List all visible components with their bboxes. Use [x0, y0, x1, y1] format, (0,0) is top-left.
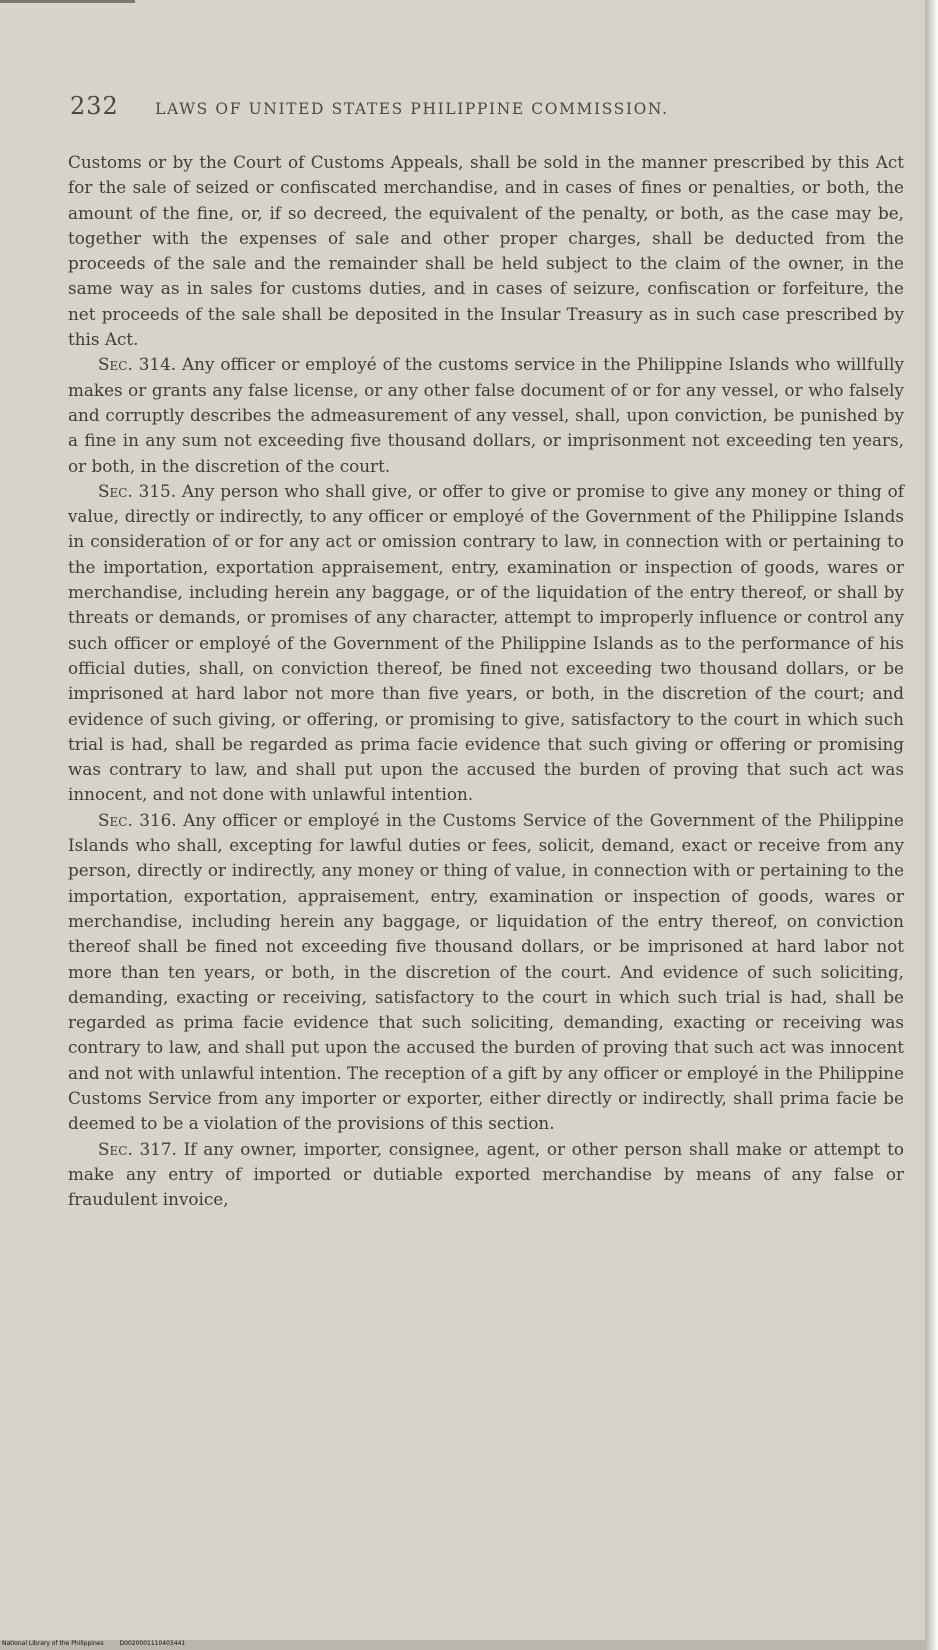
section-label: Sec. 315. [98, 480, 177, 501]
paragraph-text: Customs or by the Court of Customs Appeals, shall be sold in the manner prescribed by this Act for the sale of seized or confiscated merchandise, and in cases of fines or penalties, or both, the amount of the fine, or, if so decreed, the equivalent of the penalty, or both, as the case may be, together with the expenses of sale and other proper charges, shall be deducted from the proceeds of the sale and the remainder shall be held subject to the claim of the owner, in the same way as in sales for customs duties, and in cases of seizure, confiscation or forfeiture, the net proceeds of the sale shall be deposited in the Insular Treasury as in such case prescribed by this Act. [68, 152, 904, 350]
paragraph-continuation [68, 150, 904, 352]
page-number: 232 [70, 92, 119, 120]
paragraph-text: Any person who shall give, or offer to give or promise to give any money or thing of value, directly or indirectly, to any officer or employé of the Government of the Philippine Islands in consideration of or for any act or omission contrary to law, in connection with or pertaining to the importation, exportation appraisement, entry, examination or inspection of goods, wares or merchandise, including herein any baggage, or of the liquidation of the entry thereof, or shall by threats or demands, or promises of any character, attempt to improperly influence or control any such officer or employé of the Government of the Philippine Islands as to the performance of his official duties, shall, on conviction thereof, be fined not exceeding two thousand dollars, or be imprisoned at hard labor not more than five years, or both, in the discretion of the court; and evidence of such giving, or offering, or promising to give, satisfactory to the court in which such trial is had, shall be regarded as prima facie evidence that such giving or offering or promising was contrary to law, and shall put upon the accused the burden of proving that such act was innocent, and not done with unlawful intention. [68, 480, 904, 805]
body-text [68, 150, 904, 1212]
paragraph-text: Any officer or employé in the Customs Service of the Government of the Philippine Islands who shall, excepting for lawful duties or fees, solicit, demand, exact or receive from any person, directly or indirectly, any money or thing of value, in connection with or pertaining to the importation, exportation, appraisement, entry, examination or inspection of goods, wares or merchandise, including herein any baggage, or liquidation of the entry thereof, on conviction thereof shall be fined not exceeding five thousand dollars, or be imprisoned at hard labor not more than ten years, or both, in the discretion of the court. And evidence of such soliciting, demanding, exacting or receiving, satisfactory to the court in which such trial is had, shall be regarded as prima facie evidence that such soliciting, demanding, exacting or receiving was contrary to law, and shall put upon the accused the burden of proving that such act was innocent and not with unlawful intention. The reception of a gift by any officer or employé in the Philippine Customs Service from any importer or exporter, either directly or indirectly, shall prima facie be deemed to be a violation of the provisions of this section. [68, 809, 904, 1134]
scan-footer [2, 1640, 199, 1647]
section-316 [68, 808, 904, 1137]
section-317 [68, 1137, 904, 1213]
section-label: Sec. 314. [98, 354, 177, 375]
top-rule [0, 0, 135, 3]
section-315 [68, 479, 904, 808]
running-title: LAWS OF UNITED STATES PHILIPPINE COMMISSION. [155, 100, 669, 118]
section-label: Sec. 316. [98, 809, 177, 830]
paragraph-text: If any owner, importer, consignee, agent, or other person shall make or attempt to make any entry of imported or dutiable exported merchandise by means of any false or fraudulent invoice, [68, 1138, 904, 1210]
page-header [70, 92, 840, 120]
section-label: Sec. 317. [98, 1138, 177, 1159]
footer-identifier: D0020001110403441 [119, 1640, 186, 1647]
paragraph-text: Any officer or employé of the customs service in the Philippine Islands who willfully makes or grants any false license, or any other false document of or for any vessel, or who falsely and corruptly describes the admeasurement of any vessel, shall, upon conviction, be punished by a fine in any sum not exceeding five thousand dollars, or imprisonment not exceeding ten years, or both, in the discretion of the court. [68, 354, 904, 476]
footer-source: National Library of the Philippines [2, 1640, 104, 1647]
binding-shadow [925, 0, 938, 1650]
section-314 [68, 352, 904, 478]
